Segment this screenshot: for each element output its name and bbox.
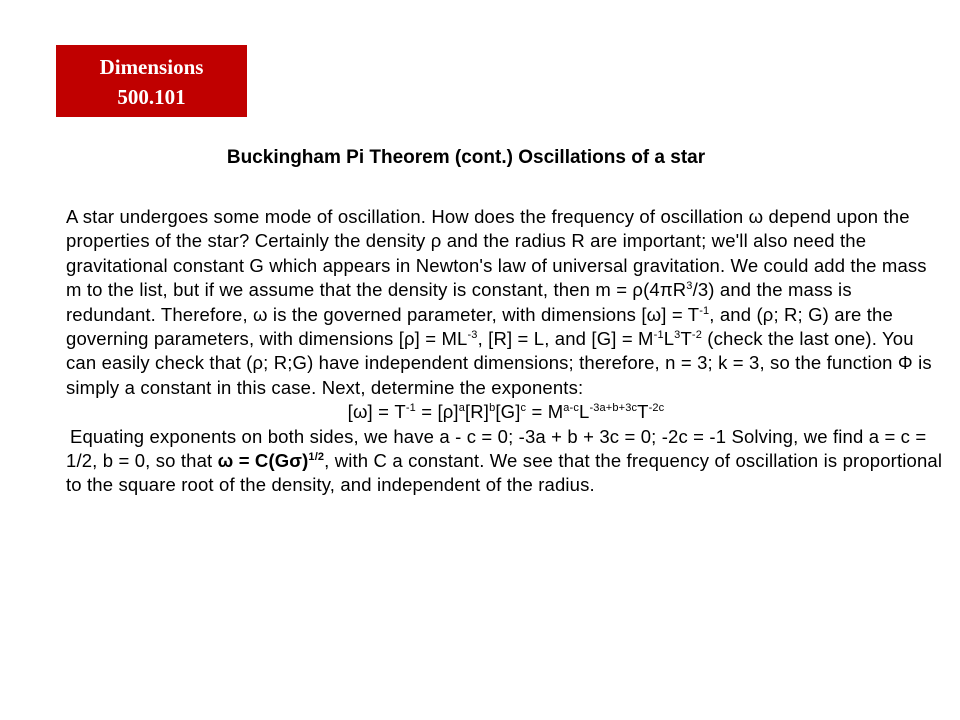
text-run: [ω] = T — [347, 401, 406, 423]
superscript: 1/2 — [308, 451, 325, 464]
superscript: 3 — [674, 329, 681, 342]
badge-course-number: 500.101 — [117, 85, 186, 109]
intro-paragraph — [66, 205, 946, 400]
text-run: T — [680, 328, 692, 350]
dimension-equation — [66, 400, 946, 424]
solution-paragraph — [66, 425, 946, 498]
text-run: /3) and the mass is redundant. Therefore, ω is the governed parameter, with dimensions [ω] = T — [66, 279, 852, 325]
text-run: [G] — [495, 401, 521, 423]
text-run: = M — [526, 401, 564, 423]
superscript: c — [520, 402, 527, 415]
text-run: T — [637, 401, 649, 423]
superscript: -3a+b+3c — [589, 402, 638, 415]
slide-title: Buckingham Pi Theorem (cont.) Oscillations of a star — [226, 147, 706, 168]
superscript: -2 — [691, 329, 702, 342]
text-run: A star undergoes some mode of oscillation. How does the frequency of oscillation ω depend upon the properties of the star? Certainly the density ρ and the radius R are important; we'll also need the gravitational constant G which appears in Newton's law of universal gravitation. We could add the mass m to the list, but if we assume that the density is constant, then m = ρ(4πR — [66, 206, 927, 301]
formula-text: ω = C(Gσ) — [217, 450, 309, 472]
text-run: L — [663, 328, 675, 350]
text-run: , with C a constant. We see that the frequency of oscillation is proportional to the square root of the density, and independent of the radius. — [66, 450, 943, 496]
slide-body — [66, 205, 946, 498]
superscript: -3 — [467, 329, 478, 342]
text-run: L — [579, 401, 590, 423]
superscript: a — [458, 402, 465, 415]
text-run: = [ρ] — [415, 401, 459, 423]
superscript: -1 — [699, 304, 710, 317]
superscript: a-c — [563, 402, 579, 415]
result-formula — [218, 450, 325, 471]
text-run: Equating exponents on both sides, we have a - c = 0; -3a + b + 3c = 0; -2c = -1 Solving, we find a = c = 1/2, b = 0, so that — [66, 425, 927, 472]
superscript: -1 — [653, 329, 664, 342]
superscript: -2c — [648, 402, 665, 415]
badge-course-name: Dimensions — [99, 55, 204, 79]
superscript: 3 — [686, 280, 693, 293]
superscript: b — [489, 402, 496, 415]
text-run: , and (ρ; R; G) are the governing parameters, with dimensions [ρ] = ML — [66, 303, 893, 350]
text-run: (check the last one). You can easily check that (ρ; R;G) have independent dimensions; therefore, n = 3; k = 3, so the function Φ is simply a constant in this case. Next, determine the exponents: — [66, 328, 932, 398]
text-run: , [R] = L, and [G] = M — [477, 328, 654, 350]
superscript: -1 — [405, 402, 416, 415]
course-badge — [56, 45, 247, 117]
text-run: [R] — [465, 401, 490, 423]
